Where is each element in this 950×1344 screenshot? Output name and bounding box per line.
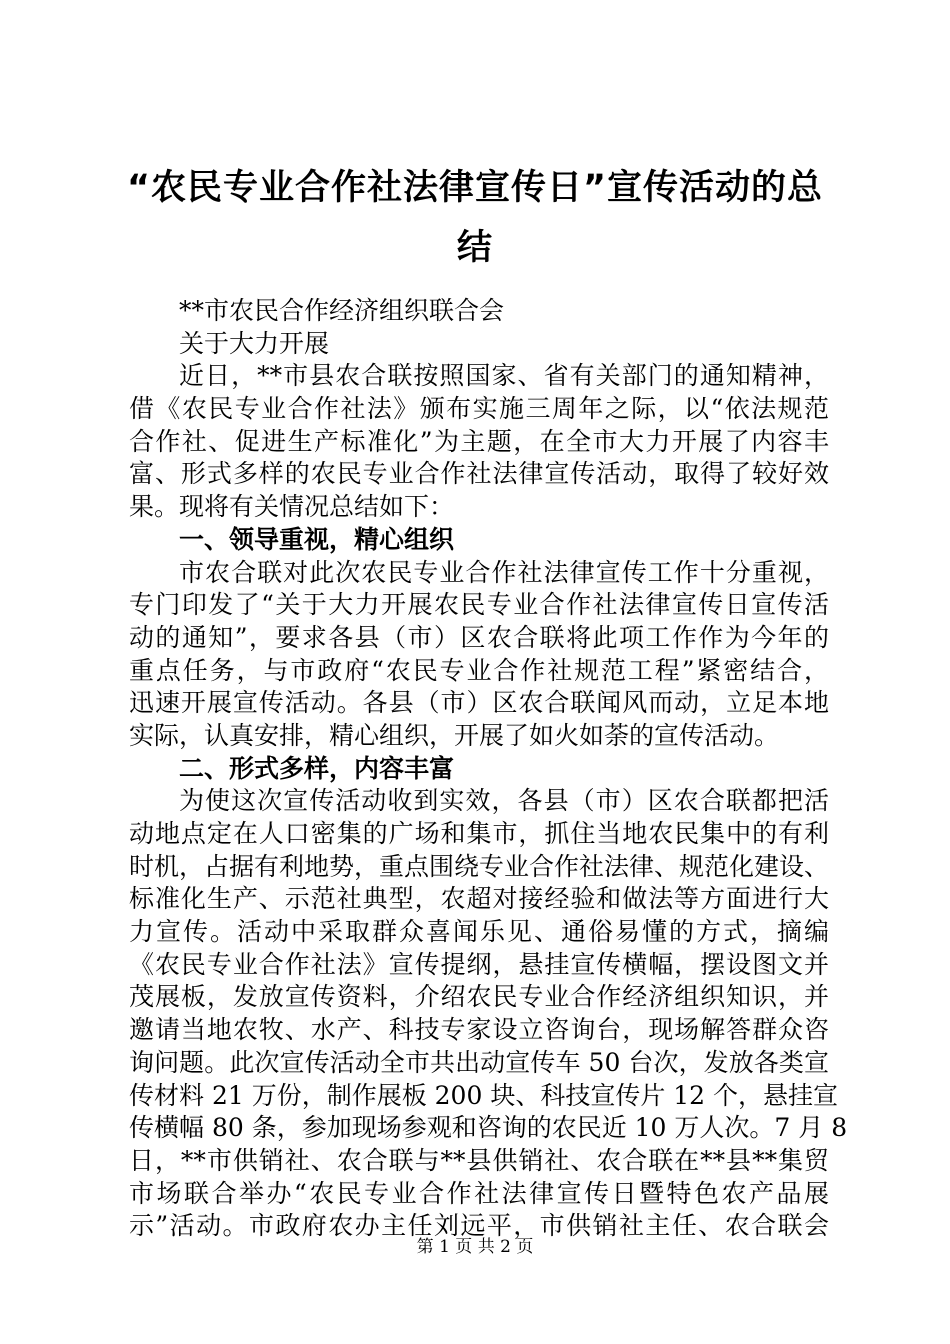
text-line: 专门印发了“关于大力开展农民专业合作社法律宣传日宣传活 bbox=[129, 590, 829, 620]
text-line: 迅速开展宣传活动。各县（市）区农合联闻风而动，立足本地 bbox=[129, 688, 829, 718]
text-line: 时机，占据有利地势，重点围绕专业合作社法律、规范化建设、 bbox=[129, 851, 830, 881]
text-line: 《农民专业合作社法》宣传提纲，悬挂宣传横幅，摆设图文并 bbox=[129, 949, 829, 979]
text-line: 市场联合举办“农民专业合作社法律宣传日暨特色农产品展 bbox=[129, 1178, 829, 1208]
text-line: 重点任务，与市政府“农民专业合作社规范工程”紧密结合， bbox=[129, 655, 829, 685]
text-line: 询问题。此次宣传活动全市共出动宣传车 50 台次，发放各类宣 bbox=[129, 1047, 829, 1077]
text-line: 富、形式多样的农民专业合作社法律宣传活动，取得了较好效 bbox=[129, 459, 829, 489]
text-line: 为使这次宣传活动收到实效，各县（市）区农合联都把活 bbox=[179, 786, 829, 816]
text-line: 借《农民专业合作社法》颁布实施三周年之际，以“依法规范 bbox=[129, 394, 829, 424]
text-line: 动地点定在人口密集的广场和集市，抓住当地农民集中的有利 bbox=[129, 819, 829, 848]
text-line: 动的通知”，要求各县（市）区农合联将此项工作作为今年的 bbox=[129, 622, 829, 652]
page-footer: 第 1 页 共 2 页 bbox=[416, 1237, 534, 1257]
text-line: 传材料 21 万份，制作展板 200 块、科技宣传片 12 个，悬挂宣 bbox=[129, 1080, 839, 1110]
document-title bbox=[120, 158, 830, 278]
text-line: 果。现将有关情况总结如下： bbox=[129, 492, 455, 522]
section-heading: 一、领导重视，精心组织 bbox=[179, 524, 455, 554]
text-line: 日，**市供销社、农合联与**县供销社、农合联在**县**集贸 bbox=[129, 1145, 829, 1175]
title-line-1: “农民专业合作社法律宣传日”宣传活动的总 bbox=[126, 168, 823, 208]
document-body bbox=[129, 295, 848, 1243]
text-line: **市农民合作经济组织联合会 bbox=[179, 296, 505, 325]
text-line: 邀请当地农牧、水产、科技专家设立咨询台，现场解答群众咨 bbox=[129, 1015, 829, 1045]
text-line: 关于大力开展 bbox=[179, 328, 330, 358]
text-line: 示”活动。市政府农办主任刘远平，市供销社主任、农合联会 bbox=[129, 1211, 829, 1241]
title-line-2: 结 bbox=[456, 228, 493, 268]
text-line: 合作社、促进生产标准化”为主题，在全市大力开展了内容丰 bbox=[129, 426, 829, 456]
text-line: 标准化生产、示范社典型，农超对接经验和做法等方面进行大 bbox=[129, 884, 829, 914]
text-line: 茂展板，发放宣传资料，介绍农民专业合作经济组织知识，并 bbox=[129, 982, 829, 1012]
section-heading: 二、形式多样，内容丰富 bbox=[179, 753, 455, 783]
text-line: 实际，认真安排，精心组织，开展了如火如荼的宣传活动。 bbox=[129, 720, 780, 750]
text-line: 传横幅 80 条，参加现场参观和咨询的农民近 10 万人次。7 月 8 bbox=[129, 1113, 848, 1143]
text-line: 近日，**市县农合联按照国家、省有关部门的通知精神， bbox=[179, 361, 829, 391]
text-line: 力宣传。活动中采取群众喜闻乐见、通俗易懂的方式，摘编 bbox=[129, 917, 829, 947]
text-line: 市农合联对此次农民专业合作社法律宣传工作十分重视， bbox=[179, 557, 829, 587]
